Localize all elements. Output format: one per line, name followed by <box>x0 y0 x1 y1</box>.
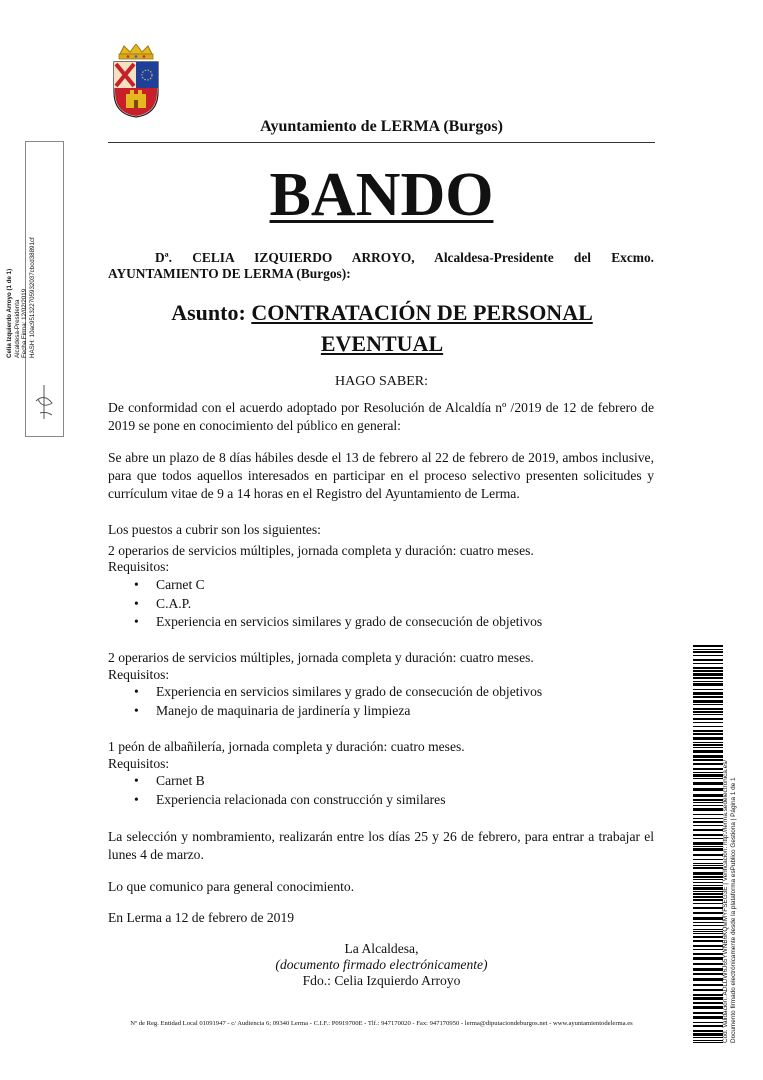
validation-barcode <box>693 645 723 1043</box>
barcode-bar <box>693 645 723 647</box>
barcode-bar <box>693 936 723 938</box>
barcode-bar <box>693 1033 723 1036</box>
barcode-bar <box>693 805 723 806</box>
barcode-bar <box>693 899 723 901</box>
barcode-bar <box>693 925 723 926</box>
bullet-icon: • <box>134 703 139 718</box>
barcode-bar <box>693 1025 723 1027</box>
barcode-bar <box>693 692 723 695</box>
barcode-bar <box>693 768 723 770</box>
place-date: En Lerma a 12 de febrero de 2019 <box>108 910 295 925</box>
barcode-bar <box>693 744 723 746</box>
barcode-bar <box>693 788 723 791</box>
barcode-bar <box>693 968 723 971</box>
barcode-bar <box>693 1012 723 1014</box>
barcode-bar <box>693 933 723 934</box>
barcode-bar <box>693 704 723 705</box>
bullet-icon: • <box>134 596 139 611</box>
barcode-bar <box>693 929 723 930</box>
barcode-bar <box>693 799 723 801</box>
barcode-bar <box>693 978 723 981</box>
barcode-bar <box>693 829 723 831</box>
barcode-bar <box>693 1022 723 1023</box>
requirement-item: • Experiencia relacionada con construcción y similares <box>134 792 446 807</box>
barcode-bar <box>693 655 723 656</box>
barcode-bar <box>693 885 723 886</box>
bullet-icon: • <box>134 792 139 807</box>
position-title: 2 operarios de servicios múltiples, jornada completa y duración: cuatro meses. <box>108 543 534 558</box>
barcode-bar <box>693 818 723 819</box>
barcode-bar <box>693 825 723 826</box>
barcode-bar <box>693 696 723 698</box>
barcode-bar <box>693 689 723 690</box>
requirement-item: • Manejo de maquinaria de jardinería y limpieza <box>134 703 411 718</box>
institution-name: Ayuntamiento de LERMA (Burgos) <box>260 118 503 135</box>
barcode-bar <box>693 863 723 864</box>
barcode-bar <box>693 651 723 653</box>
barcode-bar <box>693 893 723 895</box>
subject-label: Asunto: <box>171 300 246 325</box>
barcode-bar <box>693 794 723 797</box>
barcode-bar <box>693 722 723 723</box>
page-footer: Nº de Reg. Entidad Local 01091947 - c/ Audiencia 6; 09340 Lerma - C.I.F.: P0919700E - Tlf.: 947170020 - Fax: 947170950 - lerma@diputaciondeburgos.net - www.ayuntamientodelerma.es <box>130 1020 633 1027</box>
barcode-bar <box>693 922 723 923</box>
barcode-bar <box>693 872 723 875</box>
barcode-bar <box>693 867 723 869</box>
barcode-bar <box>693 667 723 669</box>
subject-text-line1: CONTRATACIÓN DE PERSONAL <box>251 300 593 325</box>
barcode-bar <box>693 953 723 955</box>
bullet-icon: • <box>134 577 139 592</box>
barcode-bar <box>693 994 723 996</box>
barcode-bar <box>693 989 723 991</box>
signature-scribble-icon <box>30 383 58 423</box>
barcode-bar <box>693 649 723 650</box>
requirement-item: • Experiencia en servicios similares y grado de consecución de objetivos <box>134 684 543 699</box>
barcode-bar <box>693 683 723 686</box>
barcode-bar <box>693 782 723 785</box>
electronic-signature-text: Celia Izquierdo Arroyo (1 de 1) Alcaldesa-Presidenta Fecha Firma: 12/02/2019 HASH: 10ac951322705932037cbcd38891cf <box>6 237 36 358</box>
barcode-bar <box>693 854 723 856</box>
paragraph-communication: Lo que comunico para general conocimiento. <box>108 879 355 894</box>
issuer-statement: Dª. CELIA IZQUIERDO ARROYO, Alcaldesa-Presidente del Excmo. AYUNTAMIENTO DE LERMA (Burgos): <box>108 250 654 281</box>
barcode-bar <box>693 659 723 661</box>
barcode-bar <box>693 997 723 1000</box>
barcode-bar <box>693 917 723 920</box>
barcode-bar <box>693 814 723 815</box>
paragraph-selection: La selección y nombramiento, realizarán entre los días 25 y 26 de febrero, para entrar a trabajar el lunes 4 de marzo. <box>108 829 654 862</box>
subject-heading <box>108 297 656 359</box>
barcode-bar <box>693 747 723 748</box>
positions-intro: Los puestos a cubrir son los siguientes: <box>108 522 321 537</box>
barcode-bar <box>693 963 723 965</box>
header-divider <box>108 142 655 143</box>
barcode-bar <box>693 677 723 679</box>
barcode-bar <box>693 673 723 676</box>
barcode-bar <box>693 733 723 735</box>
bullet-icon: • <box>134 773 139 788</box>
barcode-bar <box>693 755 723 758</box>
validation-text: Cód. Validación: ADLDW6J65YWNB6KQMMYFSEG3E | Verificación: http://lerma.sedelectronica.es/ Documento firmado electrónicamente desde la plataforma esPublico Gestiona | Página 1 de 1 <box>722 759 737 1043</box>
barcode-bar <box>693 1006 723 1009</box>
barcode-bar <box>693 700 723 703</box>
barcode-bar <box>693 912 723 914</box>
barcode-bar <box>693 891 723 892</box>
barcode-bar <box>693 907 723 909</box>
barcode-bar <box>693 949 723 950</box>
barcode-bar <box>693 846 723 847</box>
signature-note: (documento firmado electrónicamente) <box>275 957 488 972</box>
barcode-bar <box>693 774 723 777</box>
barcode-bar <box>693 945 723 947</box>
barcode-bar <box>693 903 723 904</box>
paragraph-deadline: Se abre un plazo de 8 días hábiles desde el 13 de febrero al 22 de febrero de 2019, ambos inclusive, para que todos aquellos interesados en participar en el proceso selectivo presenten solicitudes y currículum vitae de 9 a 14 horas en el Registro del Ayuntamiento de Lerma. <box>108 450 654 501</box>
position-title: 2 operarios de servicios múltiples, jornada completa y duración: cuatro meses. <box>108 650 534 665</box>
barcode-bar <box>693 821 723 823</box>
barcode-bar <box>693 1030 723 1032</box>
bullet-icon: • <box>134 614 139 629</box>
signature-name: Fdo.: Celia Izquierdo Arroyo <box>302 973 461 988</box>
barcode-bar <box>693 670 723 672</box>
barcode-bar <box>693 876 723 878</box>
subject-text-line2: EVENTUAL <box>320 331 444 356</box>
requirements-label: Requisitos: <box>108 756 170 771</box>
barcode-bar <box>693 984 723 986</box>
barcode-bar <box>693 834 723 836</box>
barcode-bar <box>693 1040 723 1041</box>
barcode-bar <box>693 957 723 960</box>
barcode-bar <box>693 742 723 743</box>
barcode-bar <box>693 973 723 975</box>
barcode-bar <box>693 838 723 839</box>
barcode-bar <box>693 848 723 851</box>
barcode-bar <box>693 708 723 710</box>
requirements-label: Requisitos: <box>108 559 170 574</box>
requirement-item: • Experiencia en servicios similares y grado de consecución de objetivos <box>134 614 543 629</box>
requirement-item: • Carnet C <box>134 577 205 592</box>
barcode-bar <box>693 896 723 898</box>
barcode-bar <box>693 931 723 932</box>
barcode-bar <box>693 808 723 811</box>
coat-of-arms-logo <box>108 44 164 118</box>
barcode-bar <box>693 726 723 727</box>
barcode-bar <box>693 1042 723 1043</box>
requirement-item: • Carnet B <box>134 773 205 788</box>
barcode-bar <box>693 759 723 761</box>
requirement-item: • C.A.P. <box>134 596 192 611</box>
position-title: 1 peón de albañilería, jornada completa y duración: cuatro meses. <box>108 739 465 754</box>
barcode-bar <box>693 730 723 732</box>
barcode-bar <box>693 681 723 682</box>
barcode-bar <box>693 778 723 779</box>
barcode-bar <box>693 882 723 883</box>
requirements-label: Requisitos: <box>108 667 170 682</box>
barcode-bar <box>693 718 723 720</box>
barcode-bar <box>693 772 723 773</box>
bullet-icon: • <box>134 684 139 699</box>
signature-role: La Alcaldesa, <box>344 941 419 956</box>
barcode-bar <box>693 802 723 803</box>
barcode-bar <box>693 940 723 942</box>
barcode-bar <box>693 750 723 753</box>
barcode-bar <box>693 865 723 866</box>
barcode-bar <box>693 1037 723 1038</box>
barcode-bar <box>693 887 723 890</box>
barcode-bar <box>693 1002 723 1004</box>
barcode-bar <box>693 859 723 860</box>
barcode-bar <box>693 711 723 713</box>
barcode-bar <box>693 714 723 715</box>
barcode-bar <box>693 737 723 740</box>
barcode-bar <box>693 879 723 880</box>
barcode-bar <box>693 763 723 765</box>
announcement-heading: HAGO SABER: <box>335 374 428 389</box>
paragraph-resolution: De conformidad con el acuerdo adoptado por Resolución de Alcaldía nº /2019 de 12 de febrero de 2019 se pone en conocimiento del público en general: <box>108 400 654 433</box>
document-title: BANDO <box>269 161 494 229</box>
barcode-bar <box>693 1016 723 1019</box>
barcode-bar <box>693 663 723 664</box>
barcode-bar <box>693 842 723 845</box>
